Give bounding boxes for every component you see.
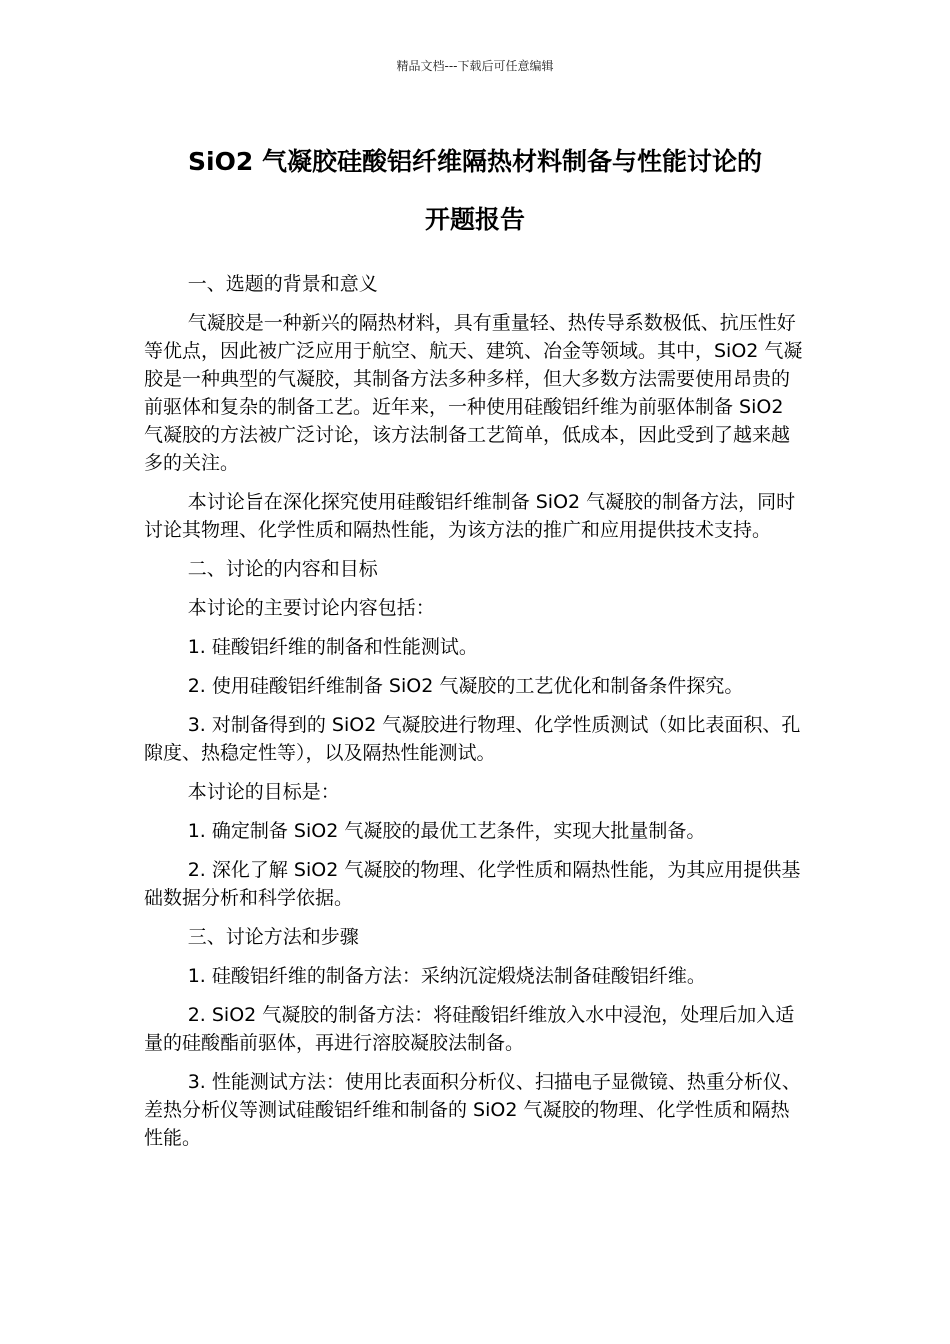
list-item: 1. 硅酸铝纤维的制备方法：采纳沉淀煅烧法制备硅酸铝纤维。 [187,965,706,987]
list-item: 2. 使用硅酸铝纤维制备 SiO2 气凝胶的工艺优化和制备条件探究。 [187,675,744,697]
paragraph: 气凝胶是一种新兴的隔热材料，具有重量轻、热传导系数极低、抗压性好等优点，因此被广泛应用于航空、航天、建筑、冶金等领域。其中，SiO2 气凝胶是一种典型的气凝胶，其制备方法多种多样，但大多数方法需要使用昂贵的前驱体和复杂的制备工艺。近年来，一种使用硅酸铝纤维为前驱体制备 SiO2 气凝胶的方法被广泛讨论，该方法制备工艺简单，低成本，因此受到了越来越多的关注。 [144,312,803,474]
list-item: 2. 深化了解 SiO2 气凝胶的物理、化学性质和隔热性能，为其应用提供基础数据分析和科学依据。 [144,859,801,909]
list-item: 3. 性能测试方法：使用比表面积分析仪、扫描电子显微镜、热重分析仪、差热分析仪等测试硅酸铝纤维和制备的 SiO2 气凝胶的物理、化学性质和隔热性能。 [144,1071,801,1149]
section-heading-methods: 三、讨论方法和步骤 [187,926,359,948]
section-heading-background: 一、选题的背景和意义 [187,273,378,295]
paragraph: 本讨论旨在深化探究使用硅酸铝纤维制备 SiO2 气凝胶的制备方法，同时讨论其物理、化学性质和隔热性能，为该方法的推广和应用提供技术支持。 [144,491,796,541]
list-item: 1. 确定制备 SiO2 气凝胶的最优工艺条件，实现大批量制备。 [187,820,706,842]
paragraph: 本讨论的主要讨论内容包括： [187,597,435,619]
document-title [100,133,850,249]
list-item: 2. SiO2 气凝胶的制备方法：将硅酸铝纤维放入水中浸泡，处理后加入适量的硅酸酯前驱体，再进行溶胶凝胶法制备。 [144,1004,795,1054]
paragraph: 本讨论的目标是： [187,781,340,803]
title-line-1: SiO2 气凝胶硅酸铝纤维隔热材料制备与性能讨论的 [188,147,762,176]
list-item: 1. 硅酸铝纤维的制备和性能测试。 [187,636,478,658]
section-heading-content-goals: 二、讨论的内容和目标 [187,558,378,580]
list-item: 3. 对制备得到的 SiO2 气凝胶进行物理、化学性质测试（如比表面积、孔隙度、热稳定性等），以及隔热性能测试。 [144,714,801,764]
document-body [144,270,806,1163]
title-line-2: 开题报告 [424,205,525,234]
header-note: 精品文档---下载后可任意编辑 [396,59,554,73]
